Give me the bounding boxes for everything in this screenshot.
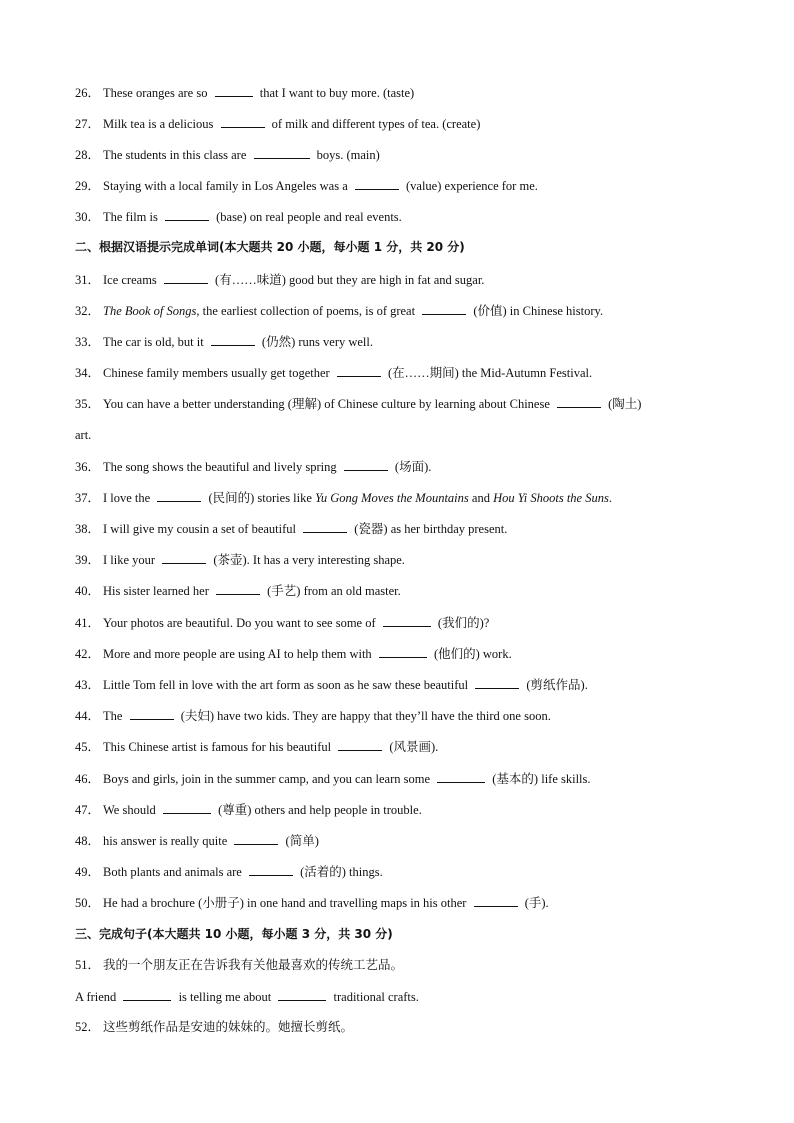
answer-blank[interactable] [337, 364, 381, 377]
answer-blank[interactable] [278, 988, 326, 1001]
question-31: 31． Ice creams (有……味道) good but they are high in fat and sugar. [75, 273, 485, 287]
story-title-1: Yu Gong Moves the Mountains [315, 491, 469, 505]
answer-blank[interactable] [474, 894, 518, 907]
question-38: 38． I will give my cousin a set of beautiful (瓷器) as her birthday present. [75, 522, 508, 536]
question-39: 39． I like your (茶壶). It has a very interesting shape. [75, 553, 405, 567]
answer-blank[interactable] [221, 115, 265, 128]
question-33: 33． The car is old, but it (仍然) runs very well. [75, 335, 374, 349]
section-heading-2: 二、根据汉语提示完成单词(本大题共 20 小题，每小题 1 分，共 20 分) [75, 240, 465, 254]
answer-blank[interactable] [437, 770, 485, 783]
answer-blank[interactable] [234, 832, 278, 845]
question-35-continued: art. [75, 428, 92, 442]
answer-blank[interactable] [215, 84, 253, 97]
answer-blank[interactable] [211, 333, 255, 346]
answer-blank[interactable] [355, 177, 399, 190]
story-title-2: Hou Yi Shoots the Suns [493, 491, 609, 505]
question-34: 34． Chinese family members usually get together (在……期间) the Mid-Autumn Festival. [75, 366, 593, 380]
answer-blank[interactable] [163, 801, 211, 814]
answer-blank[interactable] [254, 146, 310, 159]
answer-blank[interactable] [344, 458, 388, 471]
question-51-answer-line: A friend is telling me about traditional crafts. [75, 990, 419, 1004]
question-48: 48． his answer is really quite (简单) [75, 834, 319, 848]
question-28: 28． The students in this class are boys. (main) [75, 148, 380, 162]
question-44: 44． The (夫妇) have two kids. They are happy that they’ll have the third one soon. [75, 709, 551, 723]
answer-blank[interactable] [164, 271, 208, 284]
answer-blank[interactable] [123, 988, 171, 1001]
question-47: 47． We should (尊重) others and help people in trouble. [75, 803, 422, 817]
question-40: 40． His sister learned her (手艺) from an old master. [75, 584, 401, 598]
question-42: 42． More and more people are using AI to help them with (他们的) work. [75, 647, 512, 661]
answer-blank[interactable] [557, 395, 601, 408]
answer-blank[interactable] [379, 645, 427, 658]
question-27: 27． Milk tea is a delicious of milk and different types of tea. (create) [75, 117, 481, 131]
question-46: 46． Boys and girls, join in the summer camp, and you can learn some (基本的) life skills. [75, 772, 591, 786]
question-29: 29． Staying with a local family in Los Angeles was a (value) experience for me. [75, 179, 538, 193]
question-45: 45． This Chinese artist is famous for his beautiful (风景画). [75, 740, 439, 754]
answer-blank[interactable] [130, 707, 174, 720]
question-36: 36． The song shows the beautiful and lively spring (场面). [75, 460, 432, 474]
book-title: The Book of Songs [103, 304, 197, 318]
question-43: 43． Little Tom fell in love with the art form as soon as he saw these beautiful (剪纸作品). [75, 678, 588, 692]
answer-blank[interactable] [216, 582, 260, 595]
answer-blank[interactable] [157, 489, 201, 502]
answer-blank[interactable] [165, 208, 209, 221]
answer-blank[interactable] [249, 863, 293, 876]
answer-blank[interactable] [162, 551, 206, 564]
section-heading-3: 三、完成句子(本大题共 10 小题，每小题 3 分，共 30 分) [75, 927, 393, 941]
answer-blank[interactable] [338, 738, 382, 751]
question-51: 51． 我的一个朋友正在告诉我有关他最喜欢的传统工艺品。 [75, 958, 404, 972]
question-50: 50． He had a brochure (小册子) in one hand and travelling maps in his other (手). [75, 896, 549, 910]
question-32: 32． The Book of Songs, the earliest collection of poems, is of great (价值) in Chinese history. [75, 304, 604, 318]
question-52: 52． 这些剪纸作品是安迪的妹妹的。她擅长剪纸。 [75, 1020, 354, 1034]
answer-blank[interactable] [303, 520, 347, 533]
question-35: 35． You can have a better understanding (理解) of Chinese culture by learning about Chinese (陶土) [75, 397, 642, 411]
question-30: 30． The film is (base) on real people and real events. [75, 210, 402, 224]
answer-blank[interactable] [383, 614, 431, 627]
question-49: 49． Both plants and animals are (活着的) things. [75, 865, 383, 879]
question-41: 41． Your photos are beautiful. Do you want to see some of (我们的)? [75, 616, 490, 630]
question-37: 37． I love the (民间的) stories like Yu Gong Moves the Mountains and Hou Yi Shoots the Suns. [75, 491, 612, 505]
answer-blank[interactable] [422, 302, 466, 315]
question-26: 26． These oranges are so that I want to buy more. (taste) [75, 86, 415, 100]
answer-blank[interactable] [475, 676, 519, 689]
